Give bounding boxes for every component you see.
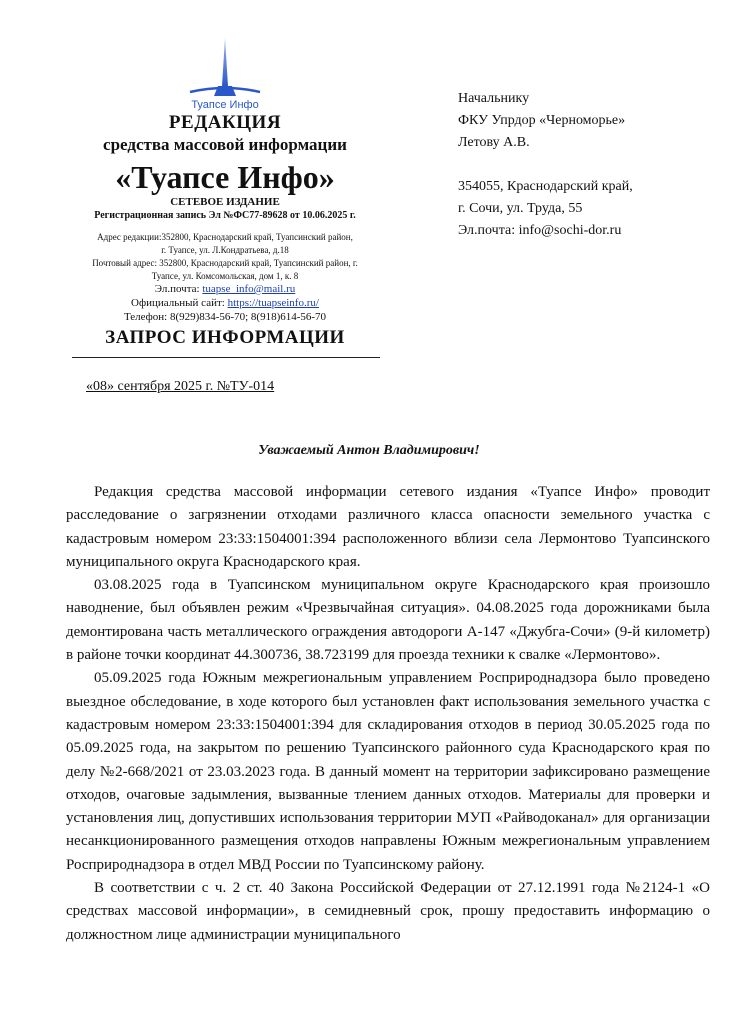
body-paragraph: Редакция средства массовой информации сетевого издания «Туапсе Инфо» проводит расследование о загрязнении отходами различного класса опасности земельного участка с кадастровым номером 23:33:1504001:394 расположенного вблизи села Лермонтово Туапсинского муниципального округа Краснодарского края. [66, 484, 710, 570]
logo-text: Туапсе Инфо [191, 99, 259, 111]
request-title: ЗАПРОС ИНФОРМАЦИИ [105, 327, 345, 348]
email-label: Эл.почта: [154, 283, 203, 295]
site-row [66, 296, 384, 310]
reference-line: «08» сентября 2025 г. №ТУ-014 [86, 379, 275, 394]
letter-body [66, 481, 710, 947]
publication-type: СЕТЕВОЕ ИЗДАНИЕ [170, 196, 280, 208]
addressee-line: Начальнику [458, 91, 530, 106]
addressee-line: ФКУ Упрдор «Черноморье» [458, 113, 626, 128]
site-link[interactable]: https://tuapseinfo.ru/ [227, 297, 319, 309]
addressee-line: Летову А.В. [458, 135, 530, 150]
editorial-title: РЕДАКЦИЯ [168, 112, 282, 133]
editorial-subtitle: средства массовой информации [103, 135, 347, 154]
email-row [66, 282, 384, 296]
phone-row: Телефон: 8(929)834-56-70; 8(918)614-56-70 [123, 311, 327, 323]
header-divider [72, 357, 380, 358]
registration-record: Регистрационная запись Эл №ФС77-89628 от 10.06.2025 г. [94, 210, 356, 221]
body-paragraph: 05.09.2025 года Южным межрегиональным управлением Росприроднадзора было проведено выездное обследование, в ходе которого был установлен факт использования земельного участка с кадастровым номером 23:33:1504001:394 для складирования отходов в период 30.05.2025 года по 05.09.2025 года, на закрытом по решению Туапсинского районного суда Краснодарского края по делу №2-668/2021 от 23.03.2023 года. В данный момент на территории зафиксировано размещение отходов, очаговые задымления, вызванные тлением данных отходов. Материалы для проверки и установления лиц, допустивших использования территории МУП «Райводоканал» для организации несанкционированного размещения отходов направлены Южным межрегиональным управлением Росприроднадзора в отдел МВД России по Туапсинскому району. [66, 670, 710, 873]
address-line: Туапсе, ул. Комсомольская, дом 1, к. 8 [151, 271, 299, 281]
email-link[interactable]: tuapse_info@mail.ru [202, 283, 296, 295]
address-line: г. Туапсе, ул. Л.Кондратьева, д.18 [161, 245, 289, 255]
addressee-address-line: 354055, Краснодарский край, [458, 179, 633, 194]
address-line: Адрес редакции:352800, Краснодарский край, Туапсинский район, [97, 232, 353, 242]
body-paragraph: 03.08.2025 года в Туапсинском муниципальном округе Краснодарского края произошло наводнение, был объявлен режим «Чрезвычайная ситуация». 04.08.2025 года дорожниками была демонтирована часть металлического ограждения автодороги А-147 «Джубга-Сочи» (9-й километр) в районе точки координат 44.300736, 38.723199 для проезда техники к свалке «Лермонтово». [66, 577, 710, 664]
addressee-block [458, 88, 633, 242]
body-paragraph: В соответствии с ч. 2 ст. 40 Закона Российской Федерации от 27.12.1991 года №2124-1 «О средствах массовой информации», в семидневный срок, прошу предоставить информацию о должностном лице администрации муниципального [66, 880, 710, 943]
tuapse-info-logo-icon [180, 36, 270, 112]
greeting: Уважаемый Антон Владимирович! [258, 443, 480, 458]
addressee-address-line: г. Сочи, ул. Труда, 55 [458, 201, 583, 216]
publication-name: «Туапсе Инфо» [115, 159, 335, 195]
site-label: Официальный сайт: [131, 297, 228, 309]
addressee-address-line: Эл.почта: info@sochi-dor.ru [458, 223, 622, 238]
address-line: Почтовый адрес: 352800, Краснодарский край, Туапсинский район, г. [92, 258, 358, 268]
masthead [66, 36, 384, 350]
